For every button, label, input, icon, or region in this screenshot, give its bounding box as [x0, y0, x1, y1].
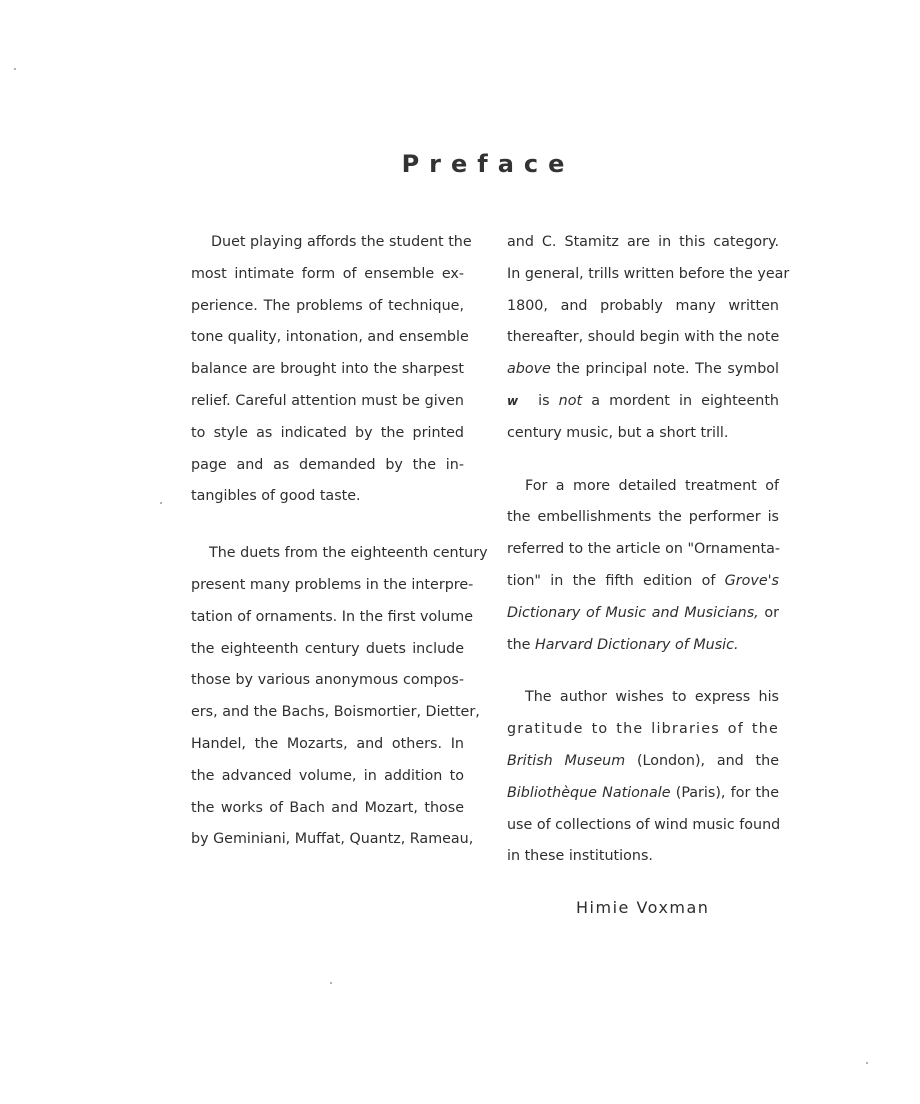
text-line: thereafter, should begin with the note — [507, 329, 780, 346]
trill-symbol-icon: w — [507, 393, 519, 408]
italic-word: not — [558, 392, 583, 409]
text-run: the principal note. The symbol — [550, 361, 779, 378]
text-line: in these institutions. — [507, 848, 653, 865]
text-line: tone quality, intonation, and ensemble — [191, 329, 469, 346]
text-line: those by various anonymous compos- — [191, 672, 464, 689]
text-line: and C. Stamitz are in this category. — [507, 234, 779, 250]
italic-title: Harvard Dictionary of Music. — [535, 636, 739, 653]
text-run: is — [529, 392, 559, 409]
text-line: For a more detailed treatment of — [525, 477, 779, 494]
text-line: the embellishments the performer is — [507, 509, 779, 526]
text-line: referred to the article on "Ornamenta- — [507, 541, 781, 558]
text-line: the eighteenth century duets include — [191, 640, 464, 657]
text-run: the — [507, 636, 536, 653]
signature: Himie Voxman — [576, 898, 710, 917]
text-line: by Geminiani, Muffat, Quantz, Rameau, — [191, 831, 474, 848]
text-line — [507, 354, 779, 386]
text-run: (Paris), for the — [670, 784, 780, 801]
paper-speck — [330, 982, 332, 984]
text-run: tion" in the fifth edition of — [507, 572, 725, 589]
text-line — [507, 630, 779, 662]
text-line: gratitude to the libraries of the — [507, 721, 779, 738]
italic-word: above — [507, 361, 551, 378]
italic-title: Dictionary of Music and Musicians, — [507, 604, 759, 621]
text-line: 1800, and probably many written — [507, 297, 779, 314]
text-line: tation of ornaments. In the first volume — [191, 608, 474, 625]
text-line: most intimate form of ensemble ex- — [191, 265, 464, 282]
text-line — [507, 746, 779, 778]
paper-speck — [14, 68, 16, 70]
text-line — [507, 386, 779, 418]
italic-name: British Museum — [507, 752, 626, 769]
text-line: page and as demanded by the in- — [191, 456, 464, 473]
text-line — [507, 598, 779, 630]
text-run: or — [758, 604, 780, 621]
text-line — [507, 566, 779, 598]
text-run: (London), and the — [625, 752, 779, 769]
text-line: In general, trills written before the year — [507, 265, 790, 282]
text-line: The author wishes to express his — [525, 689, 779, 706]
paper-speck — [866, 1062, 868, 1064]
italic-name: Bibliothèque Nationale — [507, 784, 671, 801]
text-line: ers, and the Bachs, Boismortier, Dietter, — [191, 704, 480, 721]
text-line: century music, but a short trill. — [507, 424, 729, 441]
text-line — [507, 778, 779, 810]
text-line: Duet playing affords the student the — [211, 234, 472, 250]
text-line: present many problems in the interpre- — [191, 576, 474, 593]
text-line: relief. Careful attention must be given — [191, 392, 464, 409]
text-line: The duets from the eighteenth century — [209, 545, 488, 562]
left-column — [191, 227, 488, 856]
text-line: perience. The problems of technique, — [191, 297, 464, 314]
italic-title: Grove's — [724, 572, 779, 589]
text-line: to style as indicated by the printed — [191, 424, 464, 441]
right-column — [507, 227, 790, 873]
text-line: balance are brought into the sharpest — [191, 361, 464, 378]
text-run: a mordent in eighteenth — [582, 392, 779, 409]
text-line: the advanced volume, in addition to — [191, 767, 464, 784]
page-title: Preface — [401, 150, 575, 178]
text-line: the works of Bach and Mozart, those — [191, 799, 464, 816]
text-line: use of collections of wind music found — [507, 816, 781, 833]
text-line: tangibles of good taste. — [191, 488, 361, 505]
paper-speck — [160, 502, 162, 504]
text-line: Handel, the Mozarts, and others. In — [191, 735, 464, 752]
